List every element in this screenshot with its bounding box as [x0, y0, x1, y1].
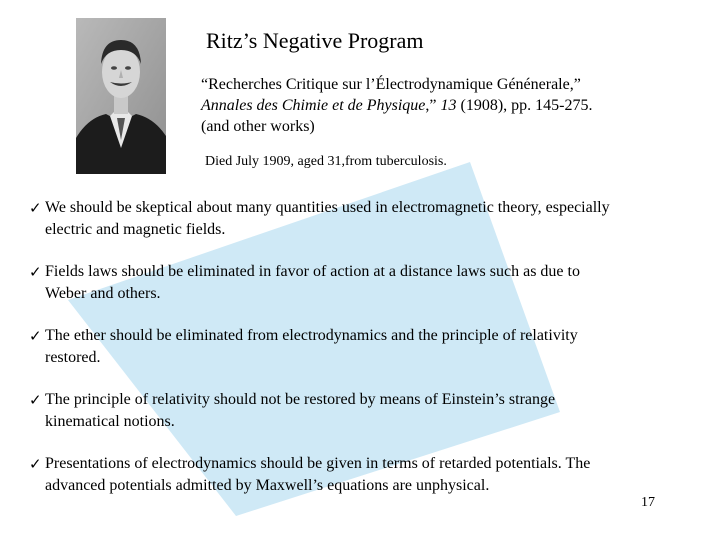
journal-name: Annales des Chimie et de Physique	[201, 97, 426, 114]
citation-title-line: “Recherches Critique sur l’Électrodynamique Génénerale,”	[201, 76, 581, 93]
bullet-item	[29, 389, 699, 433]
checkmark-icon: ✓	[29, 327, 42, 345]
bullet-item	[29, 325, 699, 369]
bullet-text-line: Presentations of electrodynamics should be given in terms of retarded potentials. The	[45, 455, 591, 472]
page-number: 17	[641, 495, 655, 510]
journal-volume: 13	[440, 97, 457, 114]
checkmark-icon: ✓	[29, 391, 42, 409]
bullet-text-line: The principle of relativity should not be restored by means of Einstein’s strange	[45, 391, 556, 408]
bullet-text-line: electric and magnetic fields.	[45, 221, 226, 238]
bullet-text-line: We should be skeptical about many quantities used in electromagnetic theory, especially	[45, 199, 610, 216]
bullet-text-line: kinematical notions.	[45, 413, 175, 430]
slide-title: Ritz’s Negative Program	[206, 28, 424, 53]
checkmark-icon: ✓	[29, 263, 42, 281]
bullet-item	[29, 197, 699, 241]
checkmark-icon: ✓	[29, 199, 42, 217]
checkmark-icon: ✓	[29, 455, 42, 473]
death-note: Died July 1909, aged 31,from tuberculosis.	[205, 154, 447, 169]
bullet-text-line: Weber and others.	[45, 285, 161, 302]
citation-journal-line	[201, 95, 681, 116]
bullet-text-line: Fields laws should be eliminated in favor of action at a distance laws such as due to	[45, 263, 580, 280]
portrait-photo	[76, 18, 166, 174]
citation	[201, 74, 681, 137]
citation-other-works: (and other works)	[201, 118, 315, 135]
citation-separator: ,”	[425, 97, 441, 114]
bullet-item	[29, 261, 699, 305]
bullet-text-line: advanced potentials admitted by Maxwell’s equations are unphysical.	[45, 477, 490, 494]
bullet-text-line: restored.	[45, 349, 101, 366]
citation-pages: (1908), pp. 145-275.	[456, 97, 593, 114]
bullet-item	[29, 453, 699, 497]
bullet-list	[29, 197, 699, 517]
bullet-text-line: The ether should be eliminated from electrodynamics and the principle of relativity	[45, 327, 578, 344]
